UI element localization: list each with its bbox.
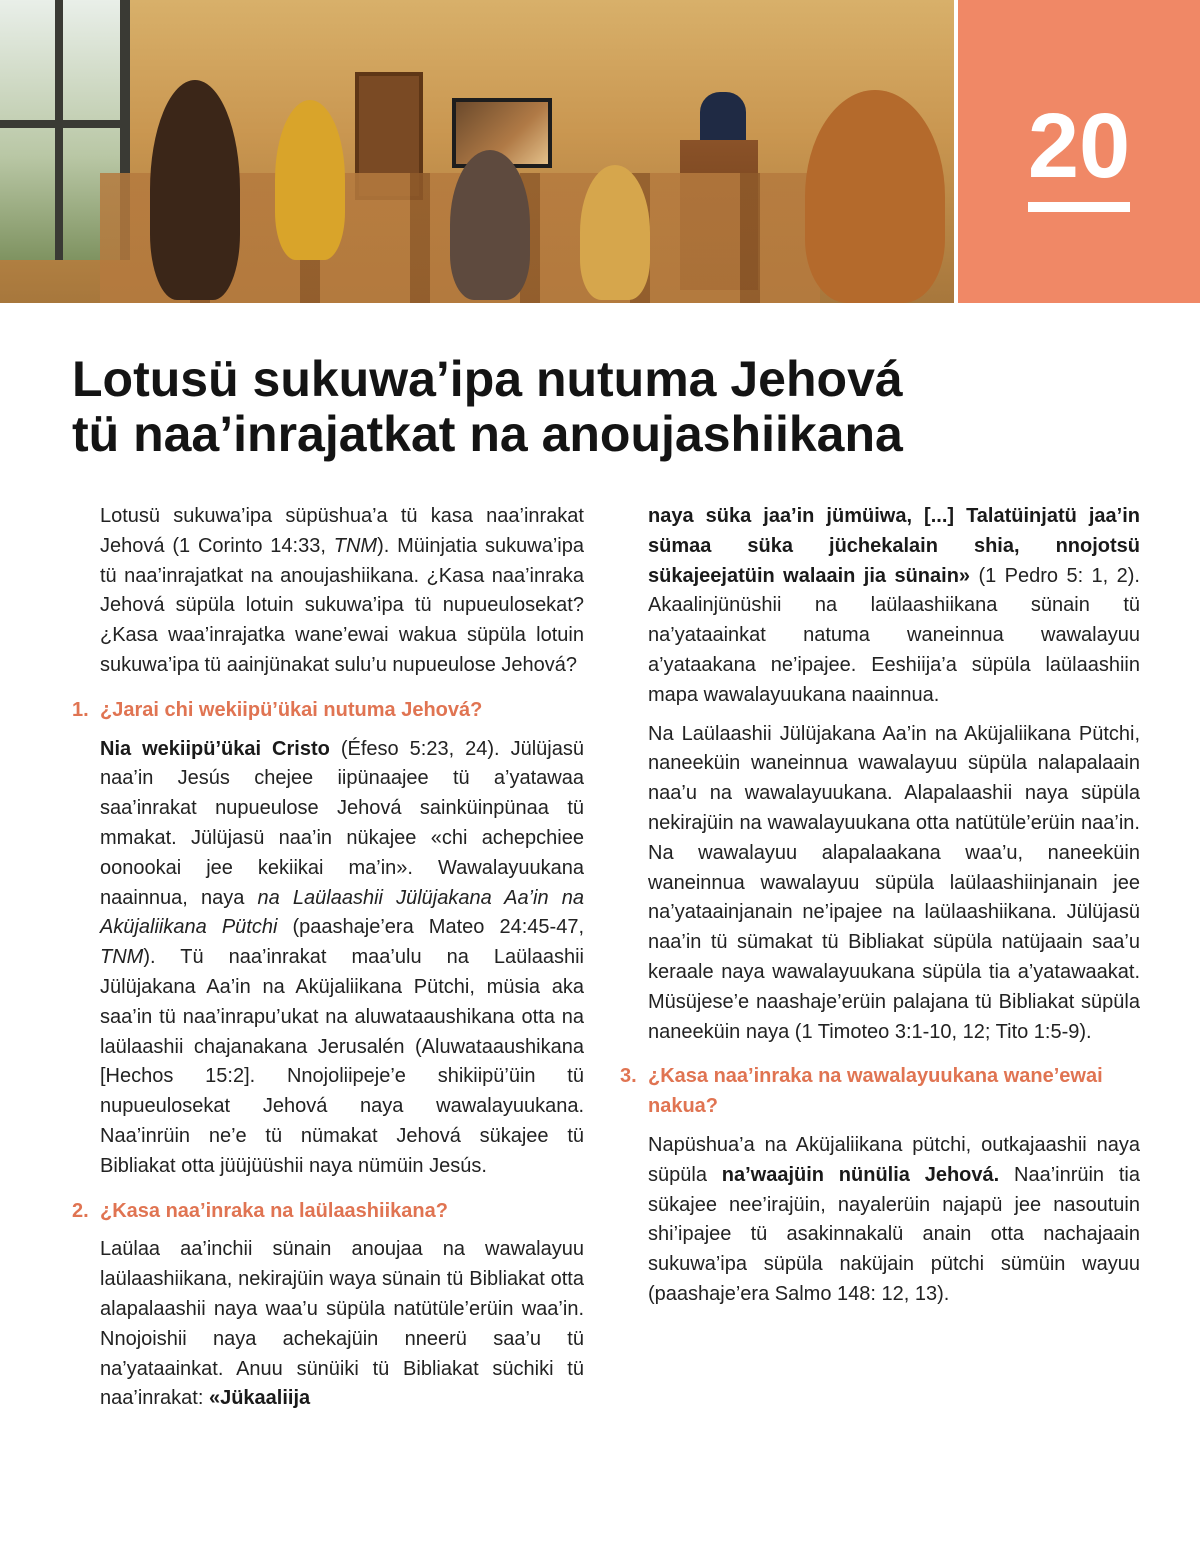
chapter-badge <box>958 0 1200 303</box>
question-2-answer-continued: naya süka jaa’in jümüiwa, [...] Talatüinjatü jaa’in sümaa süka jüchekalain shia, nnojotsü sükajeejatüin walaain jia sünain» (1 Pedro 5: 1, 2). Akaalinjünüshii na laülaashiikana sünain tü na’yataainkat natuma waneinnua wawalayuu a’yataakana ne’ipajee. Eeshiija’a süpüla laülaashiin mapa wawalayuukana naainnua. <box>648 505 1140 706</box>
question-1-heading: 1. ¿Jarai chi wekiipü’ükai nutuma Jehová? <box>72 698 483 721</box>
page-title <box>72 352 1122 462</box>
question-2-answer-part-1: Laülaa aa’inchii sünain anoujaa na wawalayuu laülaashiikana, nekirajüin waya sünain tü Bibliakat otta alapalaashii naya waa’u süpüla natütüle’erüin waa’in. Nnojoishii naya achekajüin nneerü saa’u tü na’yataainkat. Anuu sünüiki tü Bibliakat süchiki tü naa’inrakat: «Jükaaliija <box>100 1238 584 1410</box>
question-1-answer: Nia wekiipü’ükai Cristo (Éfeso 5:23, 24). Jülüjasü naa’in Jesús chejee iipünaajee tü a’yatawaa saa’inrakat nupueulose Jehová sainküinpünaa tü mmakat. Jülüjasü naa’in nükajee «chi achepchiee oonookai jee kekiikai ma’in». Wawalayuukana naainnua, naya na Laülaashii Jülüjakana Aa’in na Aküjaliikana Pütchi (paashaje’era Mateo 24:45-47, TNM). Tü naa’inrakat maa’ulu na Laülaashii Jülüjakana Aa’in na Aküjaliikana Pütchi, müsia aka saa’in tü naa’inrapu’ukat na aluwataaushikana otta na laülaashii chajanakana Jerusalén (Aluwataaushikana [Hechos 15:2]. Nnojoliipeje’e shikiipü’üin tü nupueulosekat Jehová naya wawalayuukana. Naa’inrüin ne’e tü nümakat Jehová sükajee tü Bibliakat otta jüüjüüshii naya nümüin Jesús. <box>100 737 584 1177</box>
chapter-underline <box>1028 202 1130 212</box>
title-line-2: tü naa’inrajatkat na anoujashiikana <box>72 406 903 462</box>
title-line-1: Lotusü sukuwa’ipa nutuma Jehová <box>72 351 903 407</box>
intro-paragraph: Lotusü sukuwa’ipa süpüshua’a tü kasa naa’inrakat Jehová (1 Corinto 14:33, TNM). Müinjatia sukuwa’ipa tü naa’inrajatkat na anoujashiikana. ¿Kasa naa’inraka Jehová süpüla lotuin sukuwa’ipa tü nupueulosekat? ¿Kasa waa’inrajatka wane’ewai wakua süpüla lotuin sukuwa’ipa tü aainjünakat sulu’u nupueulose Jehová? <box>100 505 584 676</box>
audience-member <box>805 90 945 303</box>
chapter-number: 20 <box>1027 95 1131 197</box>
audience-member <box>275 100 345 260</box>
question-3-heading: 3. ¿Kasa naa’inraka na wawalayuukana wane’ewai nakua? <box>620 1065 1103 1118</box>
question-3-answer: Napüshua’a na Aküjaliikana pütchi, outkajaashii naya süpüla na’waajüin nünülia Jehová. Naa’inrüin tia sükajee nee’irajüin, nayalerüin najapü jee nasoutuin shi’ipajee tü asakinnakalü anain otta nachajaain sukuwa’ipa süpüla naküjain pütchi sümüin wayuu (paashaje’era Salmo 148: 12, 13). <box>648 1133 1140 1305</box>
question-2-heading: 2. ¿Kasa naa’inraka na laülaashiikana? <box>72 1199 448 1222</box>
audience-member <box>450 150 530 300</box>
left-column <box>72 502 584 1423</box>
audience-member <box>150 80 240 300</box>
right-column <box>620 502 1140 1319</box>
header-photo <box>0 0 954 303</box>
question-2-answer-2: Na Laülaashii Jülüjakana Aa’in na Aküjaliikana Pütchi, naneeküin waneinnua wawalayuu süpüla nalapalaain naa’u na wawalayuukana. Alapalaashii naya süpüla nekirajüin na wawalayuukana otta natütüle’erüin naa’in. Na wawalayuu alapalaakana waa’u, naneeküin waneinnua wawalayuu süpüla laülaashiinjanain jee na’yataainjanain ne’ipajee na laülaashiikana. Jülüjasü naa’in tü sümakat tü Bibliakat süpüla natüjaain saa’u keraale naya wawalayuukana süpüla tia a’yatawaakat. Müsüjese’e naashaje’erüin palajana tü Bibliakat süpüla naneeküin naya (1 Timoteo 3:1-10, 12; Tito 1:5-9). <box>648 722 1140 1043</box>
audience-member <box>580 165 650 300</box>
